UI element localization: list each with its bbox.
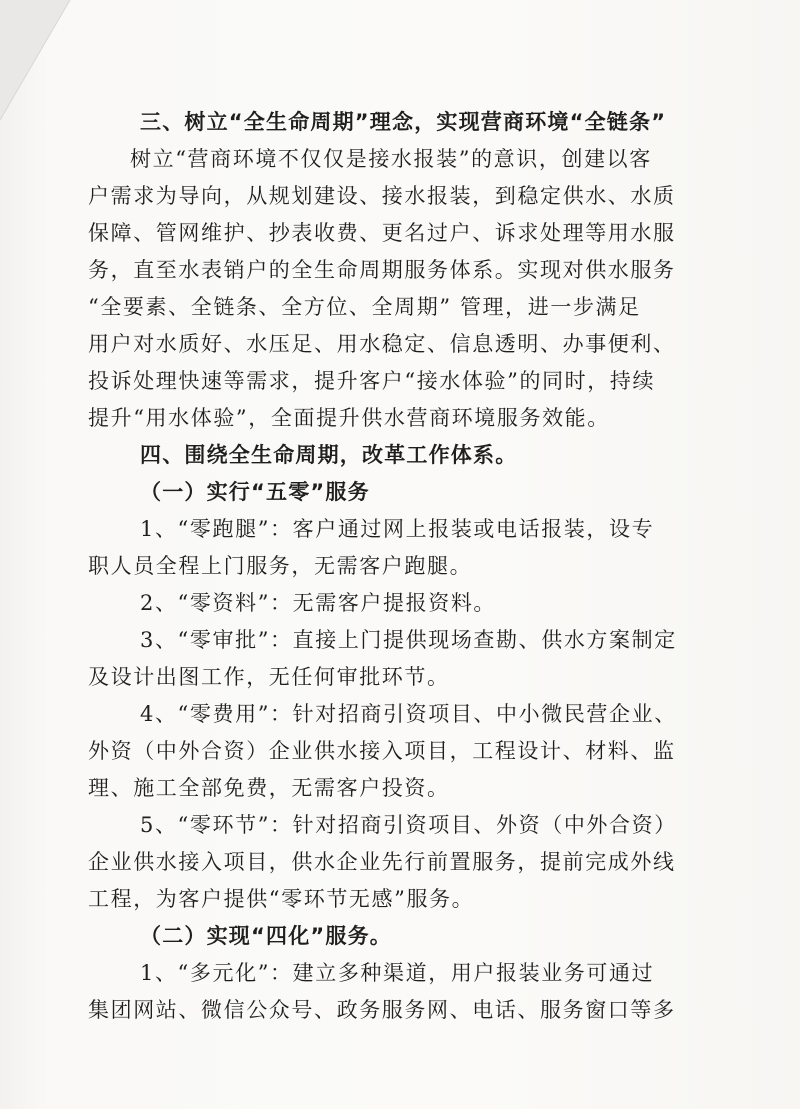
heading-section-four: 四、围绕全生命周期，改革工作体系。 xyxy=(140,443,518,467)
paragraph-line: 工程，为客户提供“零环节无感”服务。 xyxy=(88,887,475,911)
paragraph-line: 保障、管网维护、抄表收费、更名过户、诉求处理等用水服 xyxy=(88,221,676,245)
item-zero-steps: 5、“零环节”：针对招商引资项目、外资（中外合资） xyxy=(140,813,677,837)
paragraph-line: 户需求为导向，从规划建设、接水报装，到稳定供水、水质 xyxy=(88,184,676,208)
heading-section-three: 三、树立“全生命周期”理念，实现营商环境“全链条” xyxy=(140,110,667,134)
item-zero-approval: 3、“零审批”：直接上门提供现场查勘、供水方案制定 xyxy=(140,628,677,652)
subheading-four-modernizations: （二）实现“四化”服务。 xyxy=(140,924,393,948)
subheading-five-zero: （一）实行“五零”服务 xyxy=(140,480,370,504)
paragraph-line: 理、施工全部免费，无需客户投资。 xyxy=(88,776,450,800)
item-diversified: 1、“多元化”：建立多种渠道，用户报装业务可通过 xyxy=(140,961,655,985)
item-zero-documents: 2、“零资料”：无需客户提报资料。 xyxy=(140,591,497,615)
paragraph-line: 外资（中外合资）企业供水接入项目，工程设计、材料、监 xyxy=(88,739,676,763)
paragraph-line: 树立“营商环境不仅仅是接水报装”的意识，创建以客 xyxy=(130,147,652,171)
paragraph-line: 及设计出图工作，无任何审批环节。 xyxy=(88,665,450,689)
paragraph-line: 职人员全程上门服务，无需客户跑腿。 xyxy=(88,554,473,578)
paragraph-line: 集团网站、微信公众号、政务服务网、电话、服务窗口等多 xyxy=(88,998,676,1022)
paragraph-line: 投诉处理快速等需求，提升客户“接水体验”的同时，持续 xyxy=(88,369,656,393)
paragraph-line: “全要素、全链条、全方位、全周期” 管理，进一步满足 xyxy=(88,295,641,319)
paragraph-line: 务，直至水表销户的全生命周期服务体系。实现对供水服务 xyxy=(88,258,676,282)
document-body xyxy=(88,104,700,1029)
paragraph-line: 提升“用水体验”，全面提升供水营商环境服务效能。 xyxy=(88,406,610,430)
paragraph-line: 企业供水接入项目，供水企业先行前置服务，提前完成外线 xyxy=(88,850,676,874)
paragraph-line: 用户对水质好、水压足、用水稳定、信息透明、办事便利、 xyxy=(88,332,676,356)
item-zero-cost: 4、“零费用”：针对招商引资项目、中小微民营企业、 xyxy=(140,702,677,726)
item-zero-errands: 1、“零跑腿”：客户通过网上报装或电话报装，设专 xyxy=(140,517,655,541)
